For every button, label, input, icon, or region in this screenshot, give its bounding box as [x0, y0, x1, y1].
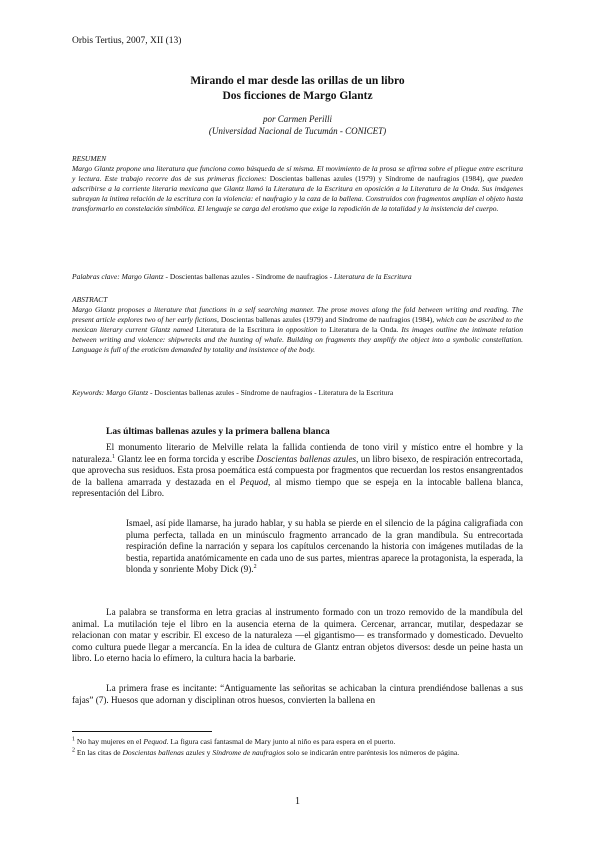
resumen-block	[72, 154, 523, 213]
resumen-text: Margo Glantz propone una literatura que funciona como búsqueda de sí misma. El movimiento de la prosa se afirma sobre el pliegue entre escritura y lectura. Este trabajo recorre dos de sus primeras ficciones: Doscientas ballenas azules (1979) y Síndrome de naufragios (1984), que pueden adscribirse a la corriente literaria mexicana que Glantz llamó la Literatura de la Escritura en oposición a la Literatura de la Onda. Sus imágenes subrayan la íntima relación de la escritura con la violencia: el naufragio y la caza de la ballena. Construidos con fragmentos amplían el objeto hasta transformarlo en constelación simbólica. El lenguaje se carga del erotismo que exige la repodición de la totalidad y la insistencia del cuerpo.	[72, 163, 523, 213]
title-line-1: Mirando el mar desde las orillas de un libro	[190, 75, 405, 87]
footnote-ref-1[interactable]: 1	[112, 453, 116, 460]
author-affiliation: (Universidad Nacional de Tucumán - CONICET)	[208, 126, 387, 136]
abstract-heading: ABSTRACT	[72, 295, 108, 304]
author-block	[72, 113, 523, 137]
paragraph-3: La primera frase es incitante: “Antiguamente las señoritas se achicaban la cintura prendiéndose ballenas a sus fajas” (7). Huesos que adornan y disciplinan otros huesos, convierten la ballena en	[72, 683, 523, 705]
block-quote: Ismael, así pide llamarse, ha jurado hablar, y su habla se pierde en el silencio de la página caligrafiada con pluma perfecta, tallada en un minúsculo fragmento arrancado de la gran mandíbula. Su entrecortada respiración define la narración y separa los capítulos cercenando la historia con imágenes mutiladas de la bestia, repartida anatómicamente en cada uno de sus partes, mientras aparece la protagonista, la esperada, la blonda y sonriente Moby Dick (9).$^2$	[126, 518, 523, 575]
abstract-text: Margo Glantz proposes a literature that functions in a self searching manner. The prose moves along the fold between writing and reading. The present article explores two of her early fictions, Doscientas ballenas azules (1979) and Síndrome de naufragios (1984), which can be ascribed to the mexican literary current Glantz named Literatura de la Escritura in opposition to Literatura de la Onda. Its images outline the intimate relation between writing and violence: shipwrecks and the hunting of whale. Building on fragments they amplify the object into a symbolic constellation. Language is full of the eroticism demanded by totality and insistence of the body.	[72, 304, 523, 354]
footnote-2: $^2$ En las citas de Doscientas ballenas azules y Síndrome de naufragios solo se indicarán entre paréntesis los números de página.	[72, 747, 460, 757]
page-number: 1	[295, 796, 300, 807]
footnote-ref-2[interactable]: 2	[253, 564, 257, 571]
paragraph-2: La palabra se transforma en letra gracias al instrumento formado con un trozo removido de la mandíbula del animal. La mutilación teje el libro en la ausencia eterna de la quimera. Cercenar, arrancar, mutilar, despedazar se relacionan con matar y escribir. El exceso de la naturaleza —el gigantismo— es transformado y domesticado. Devuelto como cultura puede llegar a mercancía. En la idea de cultura de Glantz entran objetos diversos: desde un peine hasta un libro. Lo eterno hacia lo efímero, la cultura hacia la barbarie.	[72, 607, 523, 664]
resumen-heading: RESUMEN	[72, 154, 107, 163]
journal-header: Orbis Tertius, 2007, XII (13)	[72, 36, 182, 46]
paragraph-1: El monumento literario de Melville relata la fallida contienda de tono viril y místico entre el hombre y la naturaleza.$^1$ Glantz lee en forma torcida y escribe Doscientas ballenas azules, un libro bisexo, de respiración entrecortada, que aprovecha sus residuos. Esta prosa poemática está compuesta por fragmentos que recuerdan los restos ensangrentados de la ballena amarrada y destazada en el Pequod, al mismo tiempo que se espeja en la intocable ballena blanca, representación del Libro.	[72, 442, 523, 499]
author-name: por Carmen Perilli	[263, 114, 332, 124]
title-line-2: Dos ficciones de Margo Glantz	[222, 89, 373, 102]
footnote-1: $^1$ No hay mujeres en el Pequod. La figura casi fantasmal de Mary junto al niño es para espera en el puerto.	[72, 736, 396, 746]
abstract-block	[72, 295, 523, 354]
keywords: Keywords: Margo Glantz - Doscientas ballenas azules - Síndrome de naufragios - Literatura de la Escritura	[72, 388, 394, 397]
palabras-clave: Palabras clave: Margo Glantz - Doscientas ballenas azules - Síndrome de naufragios - Literatura de la Escritura	[72, 272, 412, 281]
section-heading: Las últimas ballenas azules y la primera ballena blanca	[106, 427, 330, 437]
footnote-divider	[72, 731, 212, 732]
article-title	[72, 74, 523, 103]
